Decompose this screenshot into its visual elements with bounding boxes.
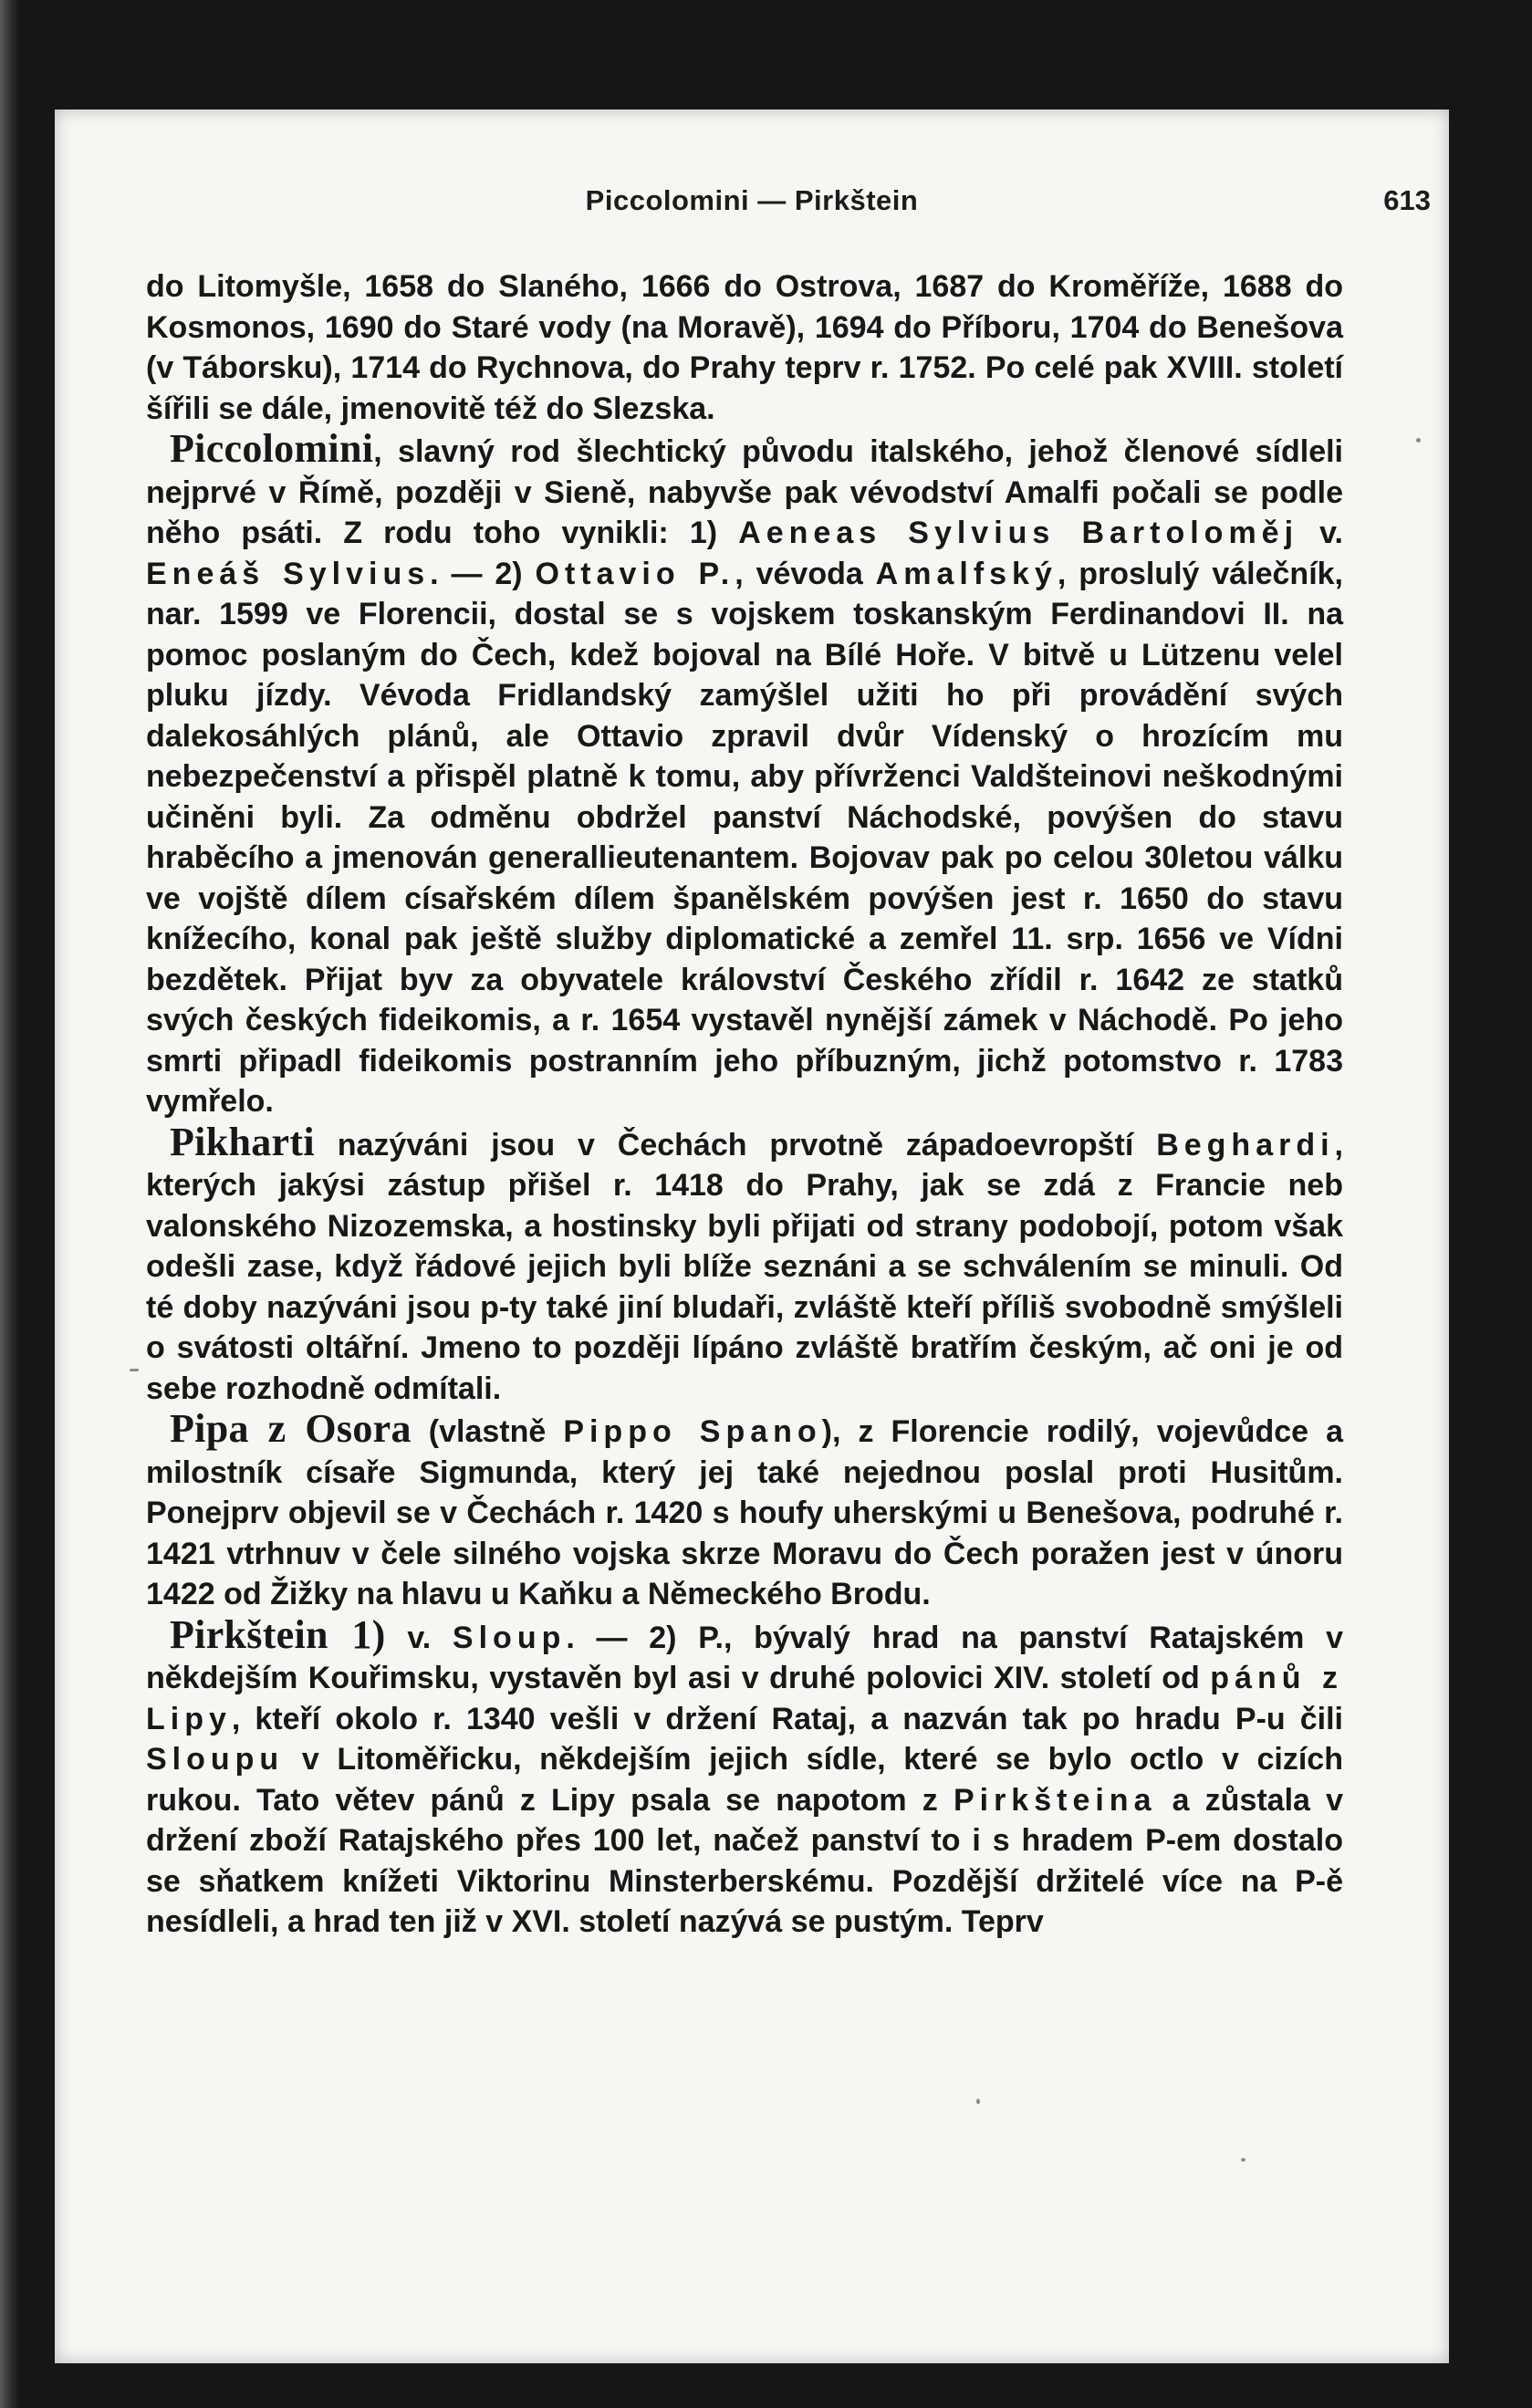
entry-text: a zůstala v držení zboží Ratajského přes 100 let, načež panství to i s hradem P-em dostalo se sňatkem knížeti Viktorinu Minsterberskému. Pozdější držitelé více na P-ě nesídleli, a hrad ten již v XVI. století nazývá se pustým. Teprv: [146, 1782, 1344, 1939]
spaced-name: Sloup: [452, 1620, 567, 1655]
entry-text: . — 2) P., bývalý hrad na panství Ratajském v někdejším Kouřimsku, vystavěn byl asi v druhé polovici XIV. století od: [146, 1620, 1343, 1695]
entry-text: ), z Florencie rodilý, vojevůdce a milostník císaře Sigmunda, který jej také nejednou poslal proti Husitům. Ponejprv objevil se v Čechách r. 1420 s houfy uherskými u Benešova, podruhé r. 1421 vtrhnuv v čele silného vojska skrze Moravu do Čech poražen jest v únoru 1422 od Žižky na hlavu u Kaňku a Německého Brodu.: [146, 1414, 1343, 1611]
paper-speck: [1241, 2158, 1245, 2162]
continued-paragraph: do Litomyšle, 1658 do Slaného, 1666 do Ostrova, 1687 do Kroměříže, 1688 do Kosmonos, 1690 do Staré vody (na Moravě), 1694 do Příboru, 1704 do Benešova (v Táborsku), 1714 do Rychnova, do Prahy teprv r. 1752. Po celé pak XVIII. století šířili se dále, jmenovitě též do Slezska.: [146, 269, 1343, 426]
paper-speck: [130, 1369, 139, 1371]
paper-speck: [1416, 438, 1421, 443]
entry-text: v Litoměřicku, někdejším jejich sídle, které se bylo octlo v cizích rukou. Tato větev pánů z Lipy psala se napotom z: [146, 1742, 1343, 1818]
headword-pirkstein: Pirkštein 1): [170, 1611, 386, 1657]
entry-text: v.: [1298, 516, 1343, 550]
entry-pikharti: [146, 1119, 1343, 1410]
entry-pipa-z-osora: [146, 1406, 1343, 1615]
entry-text: , kterých jakýsi zástup přišel r. 1418 do Prahy, jak se zdá z Francie neb valonského Nizozemska, a hostinsky byli přijati od strany podobojí, potom však odešli zase, když řádové jejich byli blíže seznáni a se schválením se minuli. Od té doby nazýváni jsou p-ty také jiní bludaři, zvláště kteří příliš svobodně smýšleli o svátosti oltářní. Jmeno to později lípáno zvláště bratřím českým, ač oni je od sebe rozhodně odmítali.: [146, 1127, 1343, 1406]
page-number: 613: [1383, 184, 1431, 216]
spaced-name: Ottavio P.: [535, 556, 735, 591]
paper-speck: [976, 2099, 980, 2104]
spaced-name: Pippo Spano: [563, 1414, 822, 1449]
spaced-name: Sloupu: [146, 1742, 285, 1777]
spaced-name: Aeneas Sylvius Bartoloměj: [738, 516, 1299, 550]
book-page: [55, 109, 1449, 2363]
entry-text: v.: [385, 1620, 453, 1655]
entry-text: (vlastně: [411, 1414, 564, 1449]
entry-text: , kteří okolo r. 1340 vešli v držení Rataj, a nazván tak po hradu P-u čili: [231, 1701, 1343, 1736]
entry-piccolomini: [146, 426, 1344, 1122]
entry-text: , slavný rod šlechtický původu italského, jehož členové sídleli nejprvé v Římě, později v Sieně, nabyvše pak vévodství Amalfi počali se podle něho psáti. Z rodu toho vynikli: 1): [146, 434, 1343, 550]
spaced-name: Amalfský: [875, 556, 1058, 591]
entry-text: , vévoda: [735, 556, 876, 591]
spaced-name: pánů z Lipy: [146, 1661, 1344, 1736]
entry-text: , proslulý válečník, nar. 1599 ve Florencii, dostal se s vojskem toskanským Ferdinandovi II. na pomoc poslaným do Čech, kdež bojoval na Bílé Hoře. V bitvě u Lützenu velel pluku jízdy. Vévoda Fridlandský zamýšlel užiti ho při provádění svých dalekosáhlých plánů, ale Ottavio zpravil dvůr Vídenský o hrozícím mu nebezpečenství a přispěl platně k tomu, aby přívrženci Valdšteinovi neškodnými učiněni byli. Za odměnu obdržel panství Náchodské, povýšen do stavu hraběcího a jmenován generallieutenantem. Bojovav pak po celou 30letou válku ve vojště dílem císařském dílem španělském povýšen jest r. 1650 do stavu knížecího, konal pak ještě služby diplomatické a zemřel 11. srp. 1656 ve Vídni bezdětek. Přijat byv za obyvatele království Českého zřídil r. 1642 ze statků svých českých fideikomis, a r. 1654 vystavěl nynější zámek v Náchodě. Po jeho smrti připadl fideikomis postranním jeho příbuzným, jichž potomstvo r. 1783 vymřelo.: [146, 556, 1344, 1119]
spaced-name: Eneáš Sylvius: [146, 556, 431, 591]
entry-text: . — 2): [430, 556, 536, 591]
spaced-name: Pirkšteina: [953, 1782, 1157, 1818]
headword-pikharti: Pikharti: [170, 1119, 315, 1164]
running-title: Piccolomini — Pirkštein: [585, 184, 919, 216]
headword-piccolomini: Piccolomini: [170, 426, 374, 471]
page-header: [55, 184, 1449, 230]
spaced-name: Beghardi: [1156, 1127, 1335, 1162]
page-body: [146, 266, 1343, 1943]
headword-pipa-z-osora: Pipa z Osora: [170, 1406, 412, 1451]
book-edge: [0, 0, 20, 2408]
entry-pirkstein: [146, 1611, 1344, 1943]
entry-text: nazýváni jsou v Čechách prvotně západoevropští: [314, 1127, 1157, 1162]
